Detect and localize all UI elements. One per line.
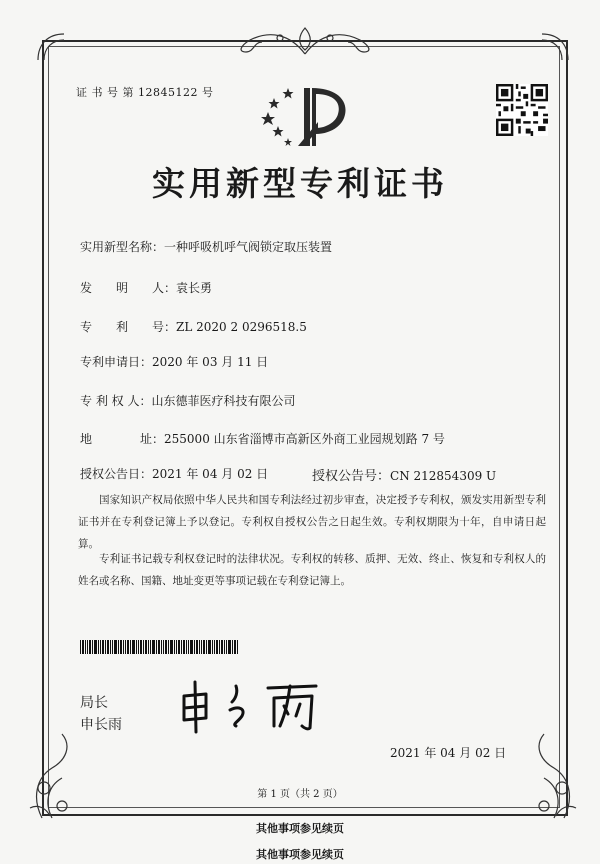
issue-date: 2021 年 04 月 02 日	[390, 746, 507, 760]
grant-number-label: 授权公告号：	[312, 469, 391, 484]
grant-statement-text: 国家知识产权局依照中华人民共和国专利法经过初步审查，决定授予专利权，颁发实用新型专利证书并在专利登记簿上予以登记。专利权自授权公告之日起生效。专利权期限为十年，自申请日起算。	[78, 494, 546, 550]
filing-date-value: 2020 年 03 月 11 日	[152, 355, 269, 369]
certificate-title: 实用新型专利证书	[152, 164, 448, 203]
patent-number-label: 专 利 号：	[80, 320, 177, 334]
patent-office-logo-icon	[258, 82, 354, 152]
certificate-number-label: 证 书 号 第	[76, 86, 134, 99]
footer-note-1: 其他事项参见续页	[256, 822, 344, 835]
filing-date-row	[80, 353, 268, 370]
patent-number-row	[80, 318, 307, 335]
barcode-icon	[80, 640, 238, 654]
patentee-row	[80, 392, 295, 409]
address-label: 地 址：	[80, 432, 165, 446]
certificate-number-value: 12845122	[138, 86, 198, 99]
patentee-label: 专 利 权 人：	[80, 394, 152, 408]
footer-note-2: 其他事项参见续页	[256, 848, 344, 861]
inventor-value: 袁长勇	[176, 281, 213, 295]
utility-model-name-label: 实用新型名称：	[80, 240, 165, 254]
patent-number-value: ZL 2020 2 0296518.5	[176, 320, 307, 334]
certificate-number	[76, 84, 214, 100]
grant-date-row	[80, 465, 268, 482]
inventor-row	[80, 279, 212, 296]
address-row	[80, 430, 445, 447]
utility-model-name-value: 一种呼吸机呼气阀锁定取压装置	[164, 240, 333, 254]
corner-ornament-top-right-icon	[538, 30, 572, 64]
inventor-label: 发 明 人：	[80, 281, 177, 295]
certificate-number-suffix: 号	[202, 86, 214, 99]
grant-number-row	[312, 465, 496, 484]
top-ornament-icon	[230, 24, 380, 58]
corner-ornament-top-left-icon	[34, 30, 68, 64]
utility-model-name-row	[80, 238, 332, 255]
filing-date-label: 专利申请日：	[80, 355, 153, 369]
qr-code-icon	[496, 84, 548, 136]
address-value: 255000 山东省淄博市高新区外商工业园规划路 7 号	[164, 432, 445, 446]
corner-ornament-bottom-left-icon	[22, 728, 86, 820]
signatory-role: 局长	[80, 695, 108, 711]
grant-statement-paragraph	[78, 489, 546, 555]
signatory-name: 申长雨	[80, 717, 122, 733]
legal-status-text: 专利证书记载专利权登记时的法律状况。专利权的转移、质押、无效、终止、恢复和专利权人的姓名或名称、国籍、地址变更等事项记载在专利登记簿上。	[78, 553, 546, 587]
grant-date-value: 2021 年 04 月 02 日	[152, 467, 269, 481]
patentee-value: 山东德菲医疗科技有限公司	[151, 394, 296, 408]
grant-number-value: CN 212854309 U	[390, 469, 497, 483]
legal-status-paragraph	[78, 548, 546, 592]
page-indicator: 第 1 页（共 2 页）	[257, 789, 343, 800]
corner-ornament-bottom-right-icon	[520, 728, 584, 820]
handwritten-signature	[176, 676, 326, 734]
grant-date-label: 授权公告日：	[80, 467, 153, 481]
